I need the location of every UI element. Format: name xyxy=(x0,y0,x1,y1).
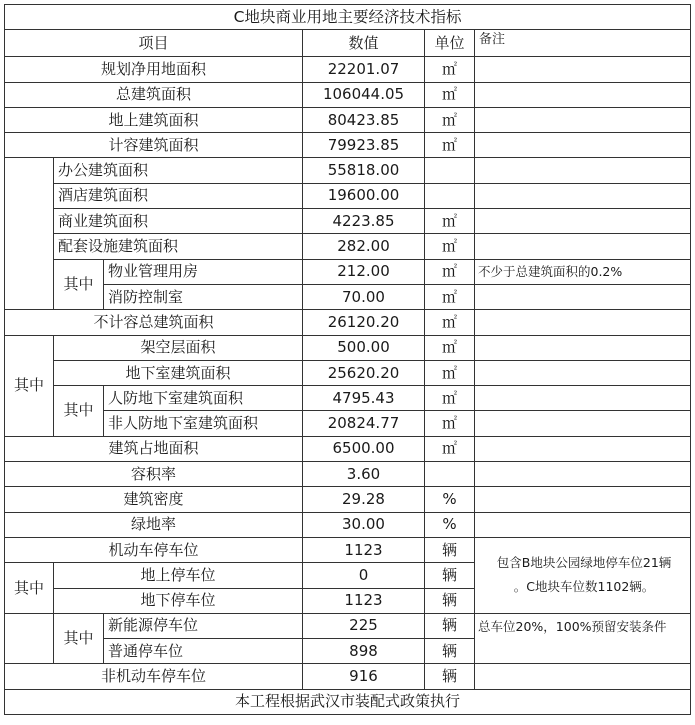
row-label: 地上停车位 xyxy=(54,563,303,588)
table-row xyxy=(5,386,691,411)
group-label-among: 其中 xyxy=(5,563,54,614)
table-row xyxy=(5,462,691,487)
row-unit: ㎡ xyxy=(425,310,475,335)
group-label-among: 其中 xyxy=(54,613,104,664)
row-value: 20824.77 xyxy=(303,411,425,436)
row-unit: % xyxy=(425,487,475,512)
row-unit: ㎡ xyxy=(425,107,475,132)
group-label-among: 其中 xyxy=(54,386,104,437)
row-unit: ㎡ xyxy=(425,386,475,411)
row-unit: ㎡ xyxy=(425,284,475,309)
row-label: 地下室建筑面积 xyxy=(54,360,303,385)
row-label: 机动车停车位 xyxy=(5,537,303,562)
row-note xyxy=(475,462,691,487)
table-row xyxy=(5,537,691,562)
row-label: 地上建筑面积 xyxy=(5,107,303,132)
table-row xyxy=(5,335,691,360)
row-label: 规划净用地面积 xyxy=(5,57,303,82)
table-title-row xyxy=(5,5,691,30)
row-label: 酒店建筑面积 xyxy=(54,183,303,208)
row-unit: ㎡ xyxy=(425,234,475,259)
row-unit: 辆 xyxy=(425,537,475,562)
table-row xyxy=(5,360,691,385)
row-label: 地下停车位 xyxy=(54,588,303,613)
row-unit: ㎡ xyxy=(425,436,475,461)
row-value: 70.00 xyxy=(303,284,425,309)
row-note xyxy=(475,82,691,107)
row-unit: ㎡ xyxy=(425,209,475,234)
table-row xyxy=(5,158,691,183)
row-label: 总建筑面积 xyxy=(5,82,303,107)
row-note xyxy=(475,664,691,689)
row-note xyxy=(475,487,691,512)
row-value: 4223.85 xyxy=(303,209,425,234)
row-label: 建筑密度 xyxy=(5,487,303,512)
table-row xyxy=(5,487,691,512)
row-label: 非机动车停车位 xyxy=(5,664,303,689)
row-label: 普通停车位 xyxy=(104,639,303,664)
row-label: 绿地率 xyxy=(5,512,303,537)
row-note xyxy=(475,209,691,234)
row-unit xyxy=(425,183,475,208)
group-blank-cell xyxy=(5,613,54,664)
header-unit: 单位 xyxy=(425,30,475,57)
table-row xyxy=(5,133,691,158)
row-value: 106044.05 xyxy=(303,82,425,107)
row-note xyxy=(475,57,691,82)
table-row xyxy=(5,183,691,208)
row-note xyxy=(475,512,691,537)
row-note xyxy=(475,234,691,259)
row-label: 办公建筑面积 xyxy=(54,158,303,183)
row-note xyxy=(475,183,691,208)
row-value: 25620.20 xyxy=(303,360,425,385)
header-note: 备注 xyxy=(475,30,691,57)
row-value: 212.00 xyxy=(303,259,425,284)
row-unit: ㎡ xyxy=(425,82,475,107)
table-row xyxy=(5,209,691,234)
row-unit: ㎡ xyxy=(425,360,475,385)
row-note xyxy=(475,386,691,411)
row-value: 225 xyxy=(303,613,425,638)
row-note xyxy=(475,310,691,335)
indicator-sheet xyxy=(4,4,691,715)
header-value: 数值 xyxy=(303,30,425,57)
row-note xyxy=(475,411,691,436)
header-item: 项目 xyxy=(5,30,303,57)
row-note: 不少于总建筑面积的0.2% xyxy=(475,259,691,284)
row-label: 计容建筑面积 xyxy=(5,133,303,158)
row-label: 物业管理用房 xyxy=(104,259,303,284)
row-unit: 辆 xyxy=(425,639,475,664)
table-row xyxy=(5,512,691,537)
header-row xyxy=(5,30,691,57)
row-unit: ㎡ xyxy=(425,411,475,436)
row-note xyxy=(475,335,691,360)
table-row xyxy=(5,234,691,259)
row-label: 消防控制室 xyxy=(104,284,303,309)
row-value: 30.00 xyxy=(303,512,425,537)
table-row xyxy=(5,259,691,284)
row-value: 79923.85 xyxy=(303,133,425,158)
table-row xyxy=(5,436,691,461)
table-row xyxy=(5,411,691,436)
row-unit: ㎡ xyxy=(425,259,475,284)
row-label: 新能源停车位 xyxy=(104,613,303,638)
row-unit: ㎡ xyxy=(425,133,475,158)
row-unit: 辆 xyxy=(425,613,475,638)
row-value: 6500.00 xyxy=(303,436,425,461)
row-unit: 辆 xyxy=(425,588,475,613)
row-label: 配套设施建筑面积 xyxy=(54,234,303,259)
row-value: 29.28 xyxy=(303,487,425,512)
row-note xyxy=(475,284,691,309)
row-note xyxy=(475,133,691,158)
table-footer: 本工程根据武汉市装配式政策执行 xyxy=(5,689,691,714)
row-unit: 辆 xyxy=(425,563,475,588)
row-value: 1123 xyxy=(303,588,425,613)
indicator-table xyxy=(4,4,691,715)
table-row xyxy=(5,613,691,638)
row-note xyxy=(475,360,691,385)
row-value: 282.00 xyxy=(303,234,425,259)
parking-note-line2: 。C地块车位数1102辆。 xyxy=(513,579,655,595)
row-value: 1123 xyxy=(303,537,425,562)
row-note xyxy=(475,158,691,183)
row-value: 3.60 xyxy=(303,462,425,487)
row-unit xyxy=(425,462,475,487)
row-value: 80423.85 xyxy=(303,107,425,132)
row-value: 500.00 xyxy=(303,335,425,360)
row-value: 19600.00 xyxy=(303,183,425,208)
row-note: 总车位20%，100%预留安装条件 xyxy=(475,613,691,664)
row-value: 26120.20 xyxy=(303,310,425,335)
group-blank-cell xyxy=(5,158,54,310)
table-title: C地块商业用地主要经济技术指标 xyxy=(5,5,691,30)
footer-row xyxy=(5,689,691,714)
table-row xyxy=(5,82,691,107)
group-label-among: 其中 xyxy=(5,335,54,436)
row-unit: ㎡ xyxy=(425,335,475,360)
row-note xyxy=(475,107,691,132)
parking-note xyxy=(475,537,691,613)
row-label: 架空层面积 xyxy=(54,335,303,360)
table-row xyxy=(5,664,691,689)
row-unit xyxy=(425,158,475,183)
row-value: 0 xyxy=(303,563,425,588)
table-row xyxy=(5,107,691,132)
row-value: 898 xyxy=(303,639,425,664)
row-label: 人防地下室建筑面积 xyxy=(104,386,303,411)
row-value: 55818.00 xyxy=(303,158,425,183)
group-label-among: 其中 xyxy=(54,259,104,310)
row-value: 22201.07 xyxy=(303,57,425,82)
row-value: 4795.43 xyxy=(303,386,425,411)
row-label: 建筑占地面积 xyxy=(5,436,303,461)
table-row xyxy=(5,284,691,309)
table-row xyxy=(5,310,691,335)
row-unit: % xyxy=(425,512,475,537)
row-label: 非人防地下室建筑面积 xyxy=(104,411,303,436)
row-label: 商业建筑面积 xyxy=(54,209,303,234)
row-note xyxy=(475,436,691,461)
row-label: 不计容总建筑面积 xyxy=(5,310,303,335)
row-value: 916 xyxy=(303,664,425,689)
row-unit: 辆 xyxy=(425,664,475,689)
row-label: 容积率 xyxy=(5,462,303,487)
row-unit: ㎡ xyxy=(425,57,475,82)
parking-note-line1: 包含B地块公园绿地停车位21辆 xyxy=(496,555,672,571)
table-row xyxy=(5,57,691,82)
